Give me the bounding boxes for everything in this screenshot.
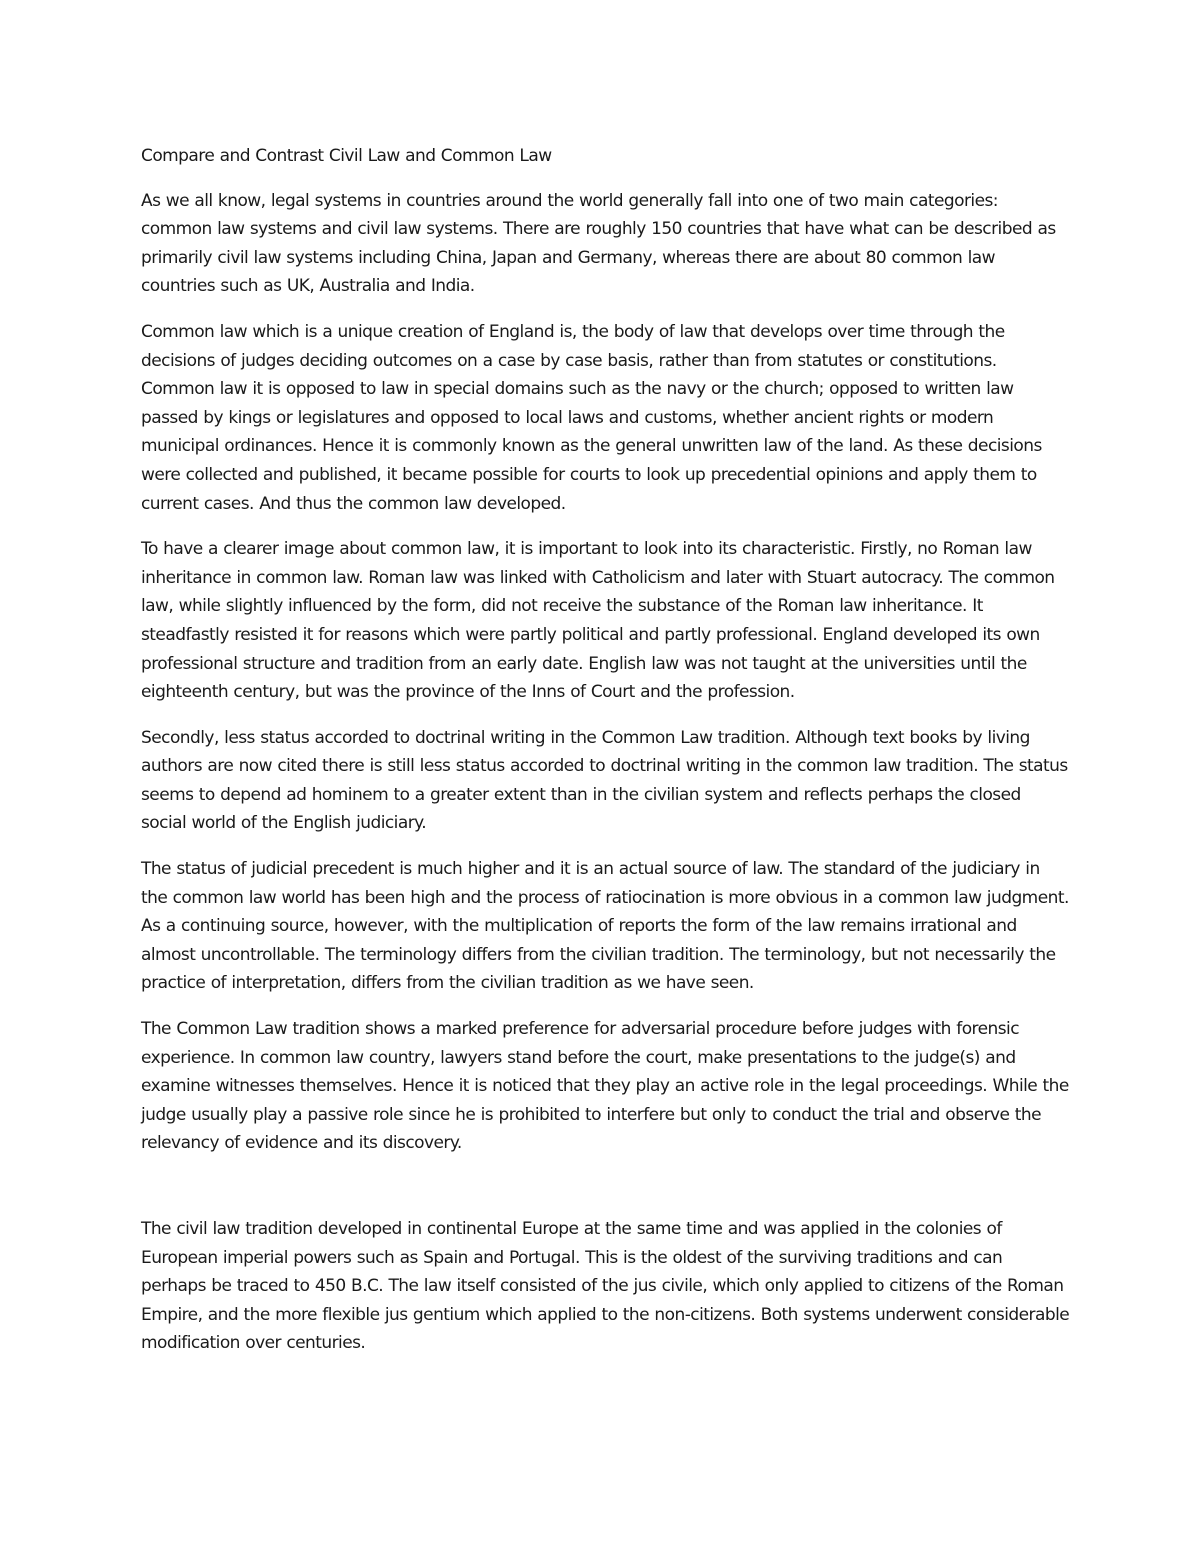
document-body <box>141 142 1071 1375</box>
paragraph-common-law-definition: Common law which is a unique creation of England is, the body of law that develops over time through the decisions of judges deciding outcomes on a case by case basis, rather than from statutes or constitutions. Common law it is opposed to law in special domains such as the navy or the church; opposed to written law passed by kings or legislatures and opposed to local laws and customs, whether ancient rights or modern municipal ordinances. Hence it is commonly known as the general unwritten law of the land. As these decisions were collected and published, it became possible for courts to look up precedential opinions and apply them to current cases. And thus the common law developed. <box>141 321 1042 514</box>
paragraph-doctrinal-writing: Secondly, less status accorded to doctrinal writing in the Common Law tradition. Although text books by living authors are now cited there is still less status accorded to doctrinal writing in the common law tradition. The status seems to depend ad hominem to a greater extent than in the civilian system and reflects perhaps the closed social world of the English judiciary. <box>141 727 1068 834</box>
paragraph-civil-law-tradition: The civil law tradition developed in continental Europe at the same time and was applied in the colonies of European imperial powers such as Spain and Portugal. This is the oldest of the surviving traditions and can perhaps be traced to 450 B.C. The law itself consisted of the jus civile, which only applied to citizens of the Roman Empire, and the more flexible jus gentium which applied to the non-citizens. Both systems underwent considerable modification over centuries. <box>141 1219 1070 1354</box>
paragraph-spacer <box>141 1175 1071 1215</box>
paragraph-roman-law-inheritance: To have a clearer image about common law, it is important to look into its characteristic. Firstly, no Roman law inheritance in common law. Roman law was linked with Catholicism and later with Stuart autocracy. The common law, while slightly influenced by the form, did not receive the substance of the Roman law inheritance. It steadfastly resisted it for reasons which were partly political and partly professional. England developed its own professional structure and tradition from an early date. English law was not taught at the universities until the eighteenth century, but was the province of the Inns of Court and the profession. <box>141 539 1055 703</box>
paragraph-adversarial-procedure: The Common Law tradition shows a marked preference for adversarial procedure before judges with forensic experience. In common law country, lawyers stand before the court, make presentations to the judge(s) and examine witnesses themselves. Hence it is noticed that they play an active role in the legal proceedings. While the judge usually play a passive role since he is prohibited to interfere but only to conduct the trial and observe the relevancy of evidence and its discovery. <box>141 1019 1069 1154</box>
paragraph-judicial-precedent: The status of judicial precedent is much higher and it is an actual source of law. The standard of the judiciary in the common law world has been high and the process of ratiocination is more obvious in a common law judgment. As a continuing source, however, with the multiplication of reports the form of the law remains irrational and almost uncontrollable. The terminology differs from the civilian tradition. The terminology, but not necessarily the practice of interpretation, differs from the civilian tradition as we have seen. <box>141 859 1069 994</box>
document-title: Compare and Contrast Civil Law and Common Law <box>141 146 552 166</box>
paragraph-intro: As we all know, legal systems in countries around the world generally fall into one of two main categories: common law systems and civil law systems. There are roughly 150 countries that have what can be described as primarily civil law systems including China, Japan and Germany, whereas there are about 80 common law countries such as UK, Australia and India. <box>141 190 1056 297</box>
